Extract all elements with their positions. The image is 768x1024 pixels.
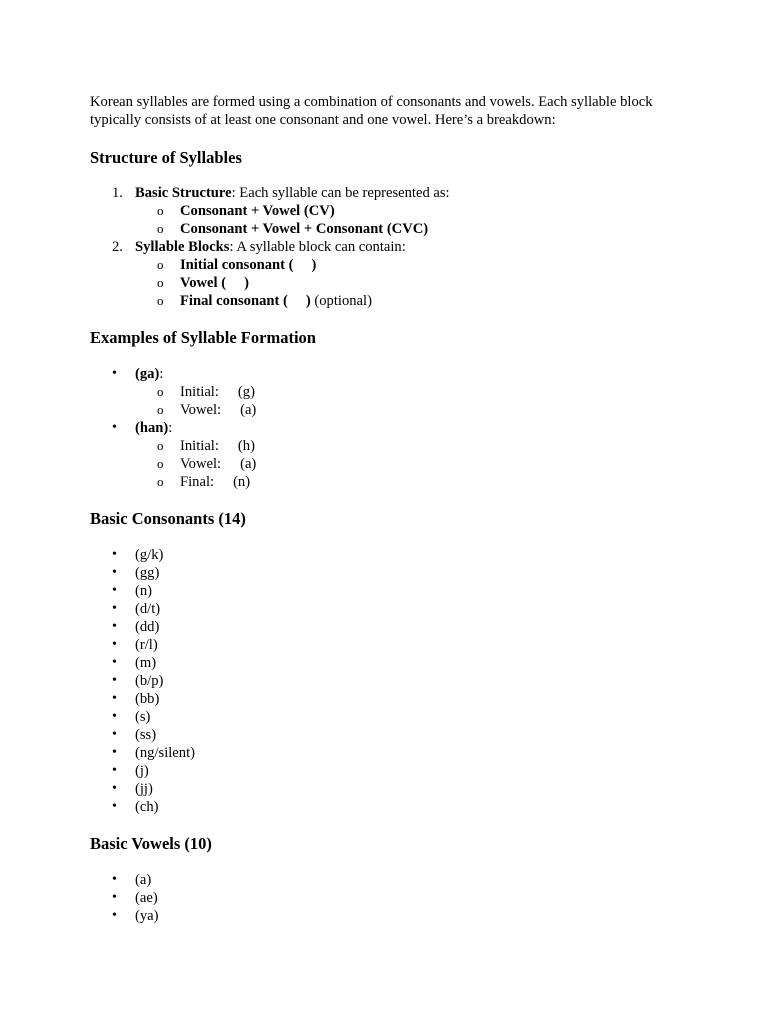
bullet: • [112, 366, 117, 381]
intro-paragraph: Korean syllables are formed using a combination of consonants and vowels. Each syllable block typically consists of at least one consonant and one vowel. Here’s a breakdown: [90, 94, 653, 128]
bullet: • [112, 727, 117, 742]
sub-bullet: o [157, 438, 164, 453]
vowel-item [90, 871, 690, 889]
consonant-item-text: (gg) [135, 565, 160, 581]
heading-examples: Examples of Syllable Formation [90, 328, 316, 347]
sub-item-close: ) [305, 293, 311, 309]
bullet: • [112, 781, 117, 796]
example-title: (han) [135, 420, 169, 436]
consonant-item-text: (r/l) [135, 637, 158, 653]
consonant-item-text: (jj) [135, 781, 153, 797]
consonant-item-text: (b/p) [135, 673, 164, 689]
sub-item [90, 220, 690, 238]
bullet: • [112, 890, 117, 905]
heading-vowels: Basic Vowels (10) [90, 834, 212, 853]
consonant-item-text: (ch) [135, 799, 159, 815]
sub-item-tail: (optional) [310, 293, 372, 309]
bullet: • [112, 745, 117, 760]
item-title: Syllable Blocks [135, 239, 230, 255]
example-title: (ga) [135, 366, 160, 382]
structure-item-blocks [90, 238, 690, 310]
example-value: (a) [240, 402, 257, 418]
sub-bullet: o [157, 474, 164, 489]
consonant-item-text: (d/t) [135, 601, 161, 617]
bullet: • [112, 673, 117, 688]
sub-item-open: Final consonant ( [180, 293, 288, 309]
consonant-item [90, 690, 690, 708]
structure-list [90, 184, 690, 310]
examples-list [90, 365, 690, 491]
consonant-item-text: (m) [135, 655, 157, 671]
bullet: • [112, 691, 117, 706]
bullet: • [112, 583, 117, 598]
example-label: Final: [180, 474, 215, 490]
consonant-item [90, 582, 690, 600]
bullet: • [112, 619, 117, 634]
item-text: : Each syllable can be represented as: [231, 185, 450, 201]
consonant-item-text: (n) [135, 583, 153, 599]
sub-item [90, 292, 690, 310]
example-value: (g) [237, 384, 255, 400]
sub-bullet: o [157, 203, 164, 218]
sub-item [90, 473, 690, 491]
sub-item-open: Vowel ( [180, 275, 227, 291]
sub-bullet: o [157, 456, 164, 471]
heading-structure: Structure of Syllables [90, 148, 242, 167]
bullet: • [112, 655, 117, 670]
sub-bullet: o [157, 257, 164, 272]
item-title: Basic Structure [135, 185, 232, 201]
sub-bullet: o [157, 221, 164, 236]
sub-item [90, 455, 690, 473]
consonant-item [90, 564, 690, 582]
example-suffix: : [159, 366, 164, 382]
vowel-item [90, 889, 690, 907]
sub-bullet: o [157, 275, 164, 290]
sub-item [90, 274, 690, 292]
list-number: 1. [112, 185, 123, 201]
vowel-item-text: (a) [135, 872, 152, 888]
consonant-item-text: (ng/silent) [135, 745, 195, 761]
sub-item [90, 437, 690, 455]
consonant-item [90, 708, 690, 726]
consonant-item [90, 744, 690, 762]
bullet: • [112, 709, 117, 724]
consonant-item [90, 654, 690, 672]
item-text: : A syllable block can contain: [229, 239, 406, 255]
example-item-ga [90, 365, 690, 419]
consonant-item-text: (j) [135, 763, 149, 779]
bullet: • [112, 637, 117, 652]
consonant-item-text: (ss) [135, 727, 157, 743]
document-page [90, 93, 690, 925]
sub-item-text: Consonant + Vowel (CV) [180, 203, 335, 219]
bullet: • [112, 763, 117, 778]
example-value: (a) [240, 456, 257, 472]
vowel-list [90, 871, 690, 925]
consonant-item [90, 618, 690, 636]
consonant-list [90, 546, 690, 816]
structure-item-basic [90, 184, 690, 238]
example-label: Initial: [180, 438, 219, 454]
example-label: Initial: [180, 384, 219, 400]
bullet: • [112, 547, 117, 562]
consonant-item [90, 780, 690, 798]
consonant-item [90, 600, 690, 618]
consonant-item [90, 636, 690, 654]
vowel-item-text: (ya) [135, 908, 159, 924]
sub-list [135, 383, 690, 419]
consonant-item-text: (g/k) [135, 547, 164, 563]
sub-item-close: ) [244, 275, 249, 291]
consonant-item-text: (bb) [135, 691, 160, 707]
example-value: (n) [233, 474, 251, 490]
sub-bullet: o [157, 293, 164, 308]
sub-item-text: Consonant + Vowel + Consonant (CVC) [180, 221, 429, 237]
vowel-item-text: (ae) [135, 890, 158, 906]
example-value: (h) [237, 438, 255, 454]
consonant-item [90, 726, 690, 744]
example-suffix: : [168, 420, 173, 436]
bullet: • [112, 872, 117, 887]
sub-list [135, 202, 690, 238]
example-item-han [90, 419, 690, 491]
consonant-item [90, 546, 690, 564]
sub-item-close: ) [311, 257, 317, 273]
example-label: Vowel: [180, 456, 222, 472]
vowel-item [90, 907, 690, 925]
sub-bullet: o [157, 384, 164, 399]
bullet: • [112, 601, 117, 616]
sub-item [90, 401, 690, 419]
consonant-item-text: (s) [135, 709, 151, 725]
bullet: • [112, 908, 117, 923]
heading-consonants: Basic Consonants (14) [90, 509, 246, 528]
sub-item [90, 256, 690, 274]
bullet: • [112, 799, 117, 814]
bullet: • [112, 420, 117, 435]
list-number: 2. [112, 239, 123, 255]
sub-item [90, 202, 690, 220]
consonant-item [90, 762, 690, 780]
sub-list [135, 256, 690, 310]
sub-bullet: o [157, 402, 164, 417]
consonant-item [90, 798, 690, 816]
sub-list [135, 437, 690, 491]
sub-item-open: Initial consonant ( [180, 257, 294, 273]
consonant-item-text: (dd) [135, 619, 160, 635]
example-label: Vowel: [180, 402, 222, 418]
sub-item [90, 383, 690, 401]
bullet: • [112, 565, 117, 580]
consonant-item [90, 672, 690, 690]
